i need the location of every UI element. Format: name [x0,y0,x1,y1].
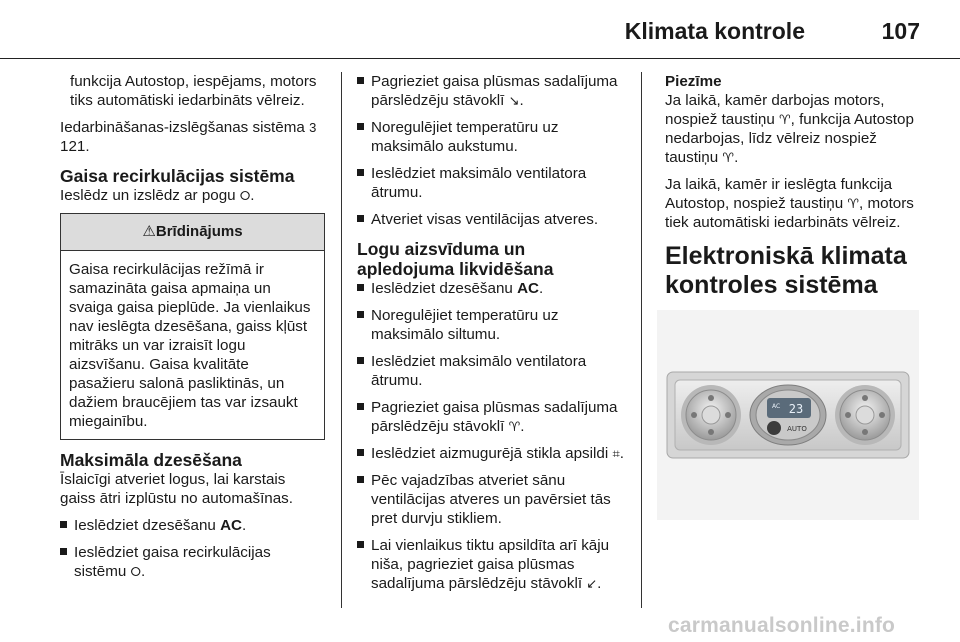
list-item: Pagrieziet gaisa plūsmas sadalījuma pārslēdzēju stāvoklī ♈. [357,398,627,436]
paragraph: funkcija Autostop, iespējams, motors tiks automātiski iedarbināts vēlreiz. [70,73,317,109]
recirculation-icon: ⭘ [239,188,251,203]
column-divider [341,72,342,608]
bullet-list [357,72,627,229]
bullet-list [60,516,325,581]
list-item: Pēc vajadzības atveriet sānu ventilācijas atveres un pavērsiet tās pret durvju stikliem. [357,471,627,528]
header-rule [0,58,960,59]
column-1 [60,72,325,589]
list-item: Ieslēdziet maksimālo ventilatora ātrumu. [357,164,627,202]
note-paragraph: Ja laikā, kamēr darbojas motors, nospiež taustiņu ♈, funkcija Autostop nedarbojas, līdz vēlreiz nospiež taustiņu ♈. [665,92,914,166]
watermark: carmanualsonline.info [668,614,896,637]
climate-panel-photo [657,310,919,520]
list-item: Ieslēdziet maksimālo ventilatora ātrumu. [357,352,627,390]
list-item: Ieslēdziet gaisa recirkulācijas sistēmu ⭘. [60,543,325,581]
airflow-feet-icon: ↙ [586,576,598,591]
note-title: Piezīme [665,73,722,90]
defrost-icon: ♈ [778,112,791,127]
airflow-face-icon: ↘ [508,93,520,108]
list-item: Noregulējiet temperatūru uz maksimālo aukstumu. [357,118,627,156]
warning-box [60,213,325,440]
list-item: Lai vienlaikus tiktu apsildīta arī kāju niša, pagrieziet gaisa plūsmas sadalījuma pārslēdzēju stāvoklī ↙. [357,536,627,593]
display-temperature: 23 [788,402,804,416]
section-heading: Maksimāla dzesēšana [60,450,242,470]
warning-header [61,214,324,251]
defrost-icon: ♈ [722,150,735,165]
recirculation-icon: ⭘ [130,564,141,579]
column-2 [357,72,627,601]
center-display-unit [750,385,826,445]
page-number: 107 [881,18,920,44]
cross-reference: Iedarbināšanas-izslēgšanas sistēma 3 121. [60,119,317,155]
warning-text: Gaisa recirkulācijas režīmā ir samazināta gaisa apmaiņa un svaiga gaisa pieplūde. Ja vienlaikus nav ieslēgta dzesēšana, gaiss kļūst mitrāks un var izraisīt logu aizsvīšanu. Gaisa kvalitāte pasažieru salonā pasliktinās, un dažiem braucējiem tas var izsaukt miegainību. [69,261,311,430]
list-item: Pagrieziet gaisa plūsmas sadalījuma pārslēdzēju stāvoklī ↘. [357,72,627,110]
warning-icon: ⚠ [142,223,156,240]
page-title: Klimata kontrole [624,18,805,44]
right-temperature-knob [835,385,895,445]
list-item: Atveriet visas ventilācijas atveres. [357,210,627,229]
section-heading-large: Elektroniskā klimata kontroles sistēma [665,242,907,299]
column-divider [641,72,642,608]
climate-panel-illustration [657,310,919,520]
defrost-icon: ♈ [508,419,521,434]
section-heading: Logu aizsvīduma un apledojuma likvidēšana [357,239,554,279]
auto-button-label: AUTO [787,425,807,433]
page-ref-arrow-icon: 3 [309,120,317,135]
defrost-icon: ♈ [847,196,860,211]
list-item: Ieslēdziet aizmugurējā stikla apsildi ⌗. [357,444,627,463]
paragraph: Ieslēdz un izslēdz ar pogu ⭘. [60,187,255,204]
fan-icon [767,421,781,435]
paragraph: Īslaicīgi atveriet logus, lai karstais gaiss ātri izplūstu no automašīnas. [60,471,293,507]
display-ac-label: AC [772,403,781,410]
warning-title: Brīdinājums [155,223,243,240]
ref-page: 121. [60,138,90,155]
list-item: Ieslēdziet dzesēšanu AC. [60,516,325,535]
bullet-list [357,279,627,593]
note-paragraph: Ja laikā, kamēr ir ieslēgta funkcija Autostop, nospiež taustiņu ♈, motors tiek automātiski iedarbināts vēlreiz. [665,176,914,231]
list-item: Noregulējiet temperatūru uz maksimālo siltumu. [357,306,627,344]
column-3 [665,72,925,318]
left-temperature-knob [681,385,741,445]
list-item: Ieslēdziet dzesēšanu AC. [357,279,627,298]
rear-window-heater-icon: ⌗ [612,446,620,461]
section-heading: Gaisa recirkulācijas sistēma [60,166,295,186]
